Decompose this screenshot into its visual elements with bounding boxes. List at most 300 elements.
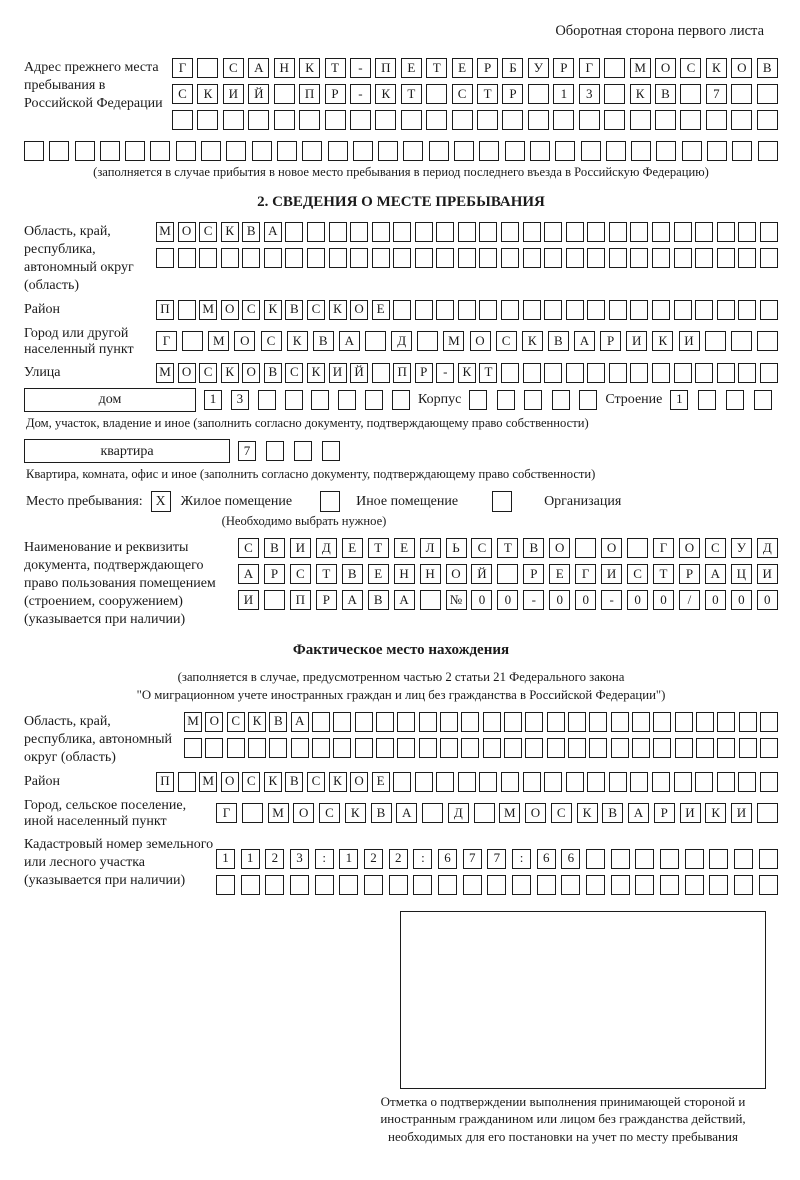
char-cell[interactable]: [717, 772, 735, 792]
char-cell[interactable]: 3: [231, 390, 249, 410]
char-cell[interactable]: О: [350, 772, 368, 792]
char-cell[interactable]: 1: [204, 390, 222, 410]
char-cell[interactable]: [606, 141, 626, 161]
char-cell[interactable]: И: [757, 564, 778, 584]
char-cell[interactable]: 1: [216, 849, 235, 869]
char-cell[interactable]: К: [287, 331, 308, 351]
char-cell[interactable]: [417, 331, 438, 351]
char-cell[interactable]: К: [221, 363, 239, 383]
char-cell[interactable]: К: [522, 331, 543, 351]
char-cell[interactable]: М: [268, 803, 289, 823]
char-cell[interactable]: К: [329, 300, 347, 320]
char-cell[interactable]: [277, 141, 297, 161]
char-cell[interactable]: Р: [316, 590, 337, 610]
char-cell[interactable]: [632, 738, 650, 758]
char-cell[interactable]: [501, 222, 519, 242]
char-cell[interactable]: [566, 222, 584, 242]
char-cell[interactable]: [312, 738, 330, 758]
char-cell[interactable]: М: [499, 803, 520, 823]
char-cell[interactable]: [420, 590, 441, 610]
char-cell[interactable]: С: [238, 538, 259, 558]
char-cell[interactable]: [731, 84, 752, 104]
char-cell[interactable]: [734, 875, 753, 895]
char-cell[interactable]: Й: [471, 564, 492, 584]
char-cell[interactable]: М: [199, 772, 217, 792]
char-cell[interactable]: [150, 141, 170, 161]
char-cell[interactable]: [483, 738, 501, 758]
char-cell[interactable]: [393, 248, 411, 268]
char-cell[interactable]: И: [601, 564, 622, 584]
char-cell[interactable]: :: [413, 849, 432, 869]
char-cell[interactable]: Г: [575, 564, 596, 584]
char-cell[interactable]: 0: [627, 590, 648, 610]
char-cell[interactable]: [732, 141, 752, 161]
char-cell[interactable]: [717, 738, 735, 758]
char-cell[interactable]: [182, 331, 203, 351]
char-cell[interactable]: [635, 849, 654, 869]
char-cell[interactable]: [365, 331, 386, 351]
char-cell[interactable]: И: [329, 363, 347, 383]
char-cell[interactable]: 0: [705, 590, 726, 610]
char-cell[interactable]: [652, 222, 670, 242]
char-cell[interactable]: [680, 110, 701, 130]
char-cell[interactable]: [364, 875, 383, 895]
char-cell[interactable]: [178, 300, 196, 320]
char-cell[interactable]: [172, 110, 193, 130]
char-cell[interactable]: [630, 110, 651, 130]
char-cell[interactable]: О: [679, 538, 700, 558]
char-cell[interactable]: О: [221, 772, 239, 792]
char-cell[interactable]: Т: [477, 84, 498, 104]
char-cell[interactable]: А: [396, 803, 417, 823]
char-cell[interactable]: П: [375, 58, 396, 78]
char-cell[interactable]: 1: [670, 390, 688, 410]
char-cell[interactable]: [739, 738, 757, 758]
char-cell[interactable]: М: [208, 331, 229, 351]
char-cell[interactable]: [242, 803, 263, 823]
char-cell[interactable]: [537, 875, 556, 895]
char-cell[interactable]: [291, 738, 309, 758]
char-cell[interactable]: [717, 222, 735, 242]
char-cell[interactable]: [487, 875, 506, 895]
char-cell[interactable]: С: [242, 772, 260, 792]
char-cell[interactable]: А: [339, 331, 360, 351]
char-cell[interactable]: Р: [553, 58, 574, 78]
char-cell[interactable]: [587, 248, 605, 268]
char-cell[interactable]: О: [178, 363, 196, 383]
char-cell[interactable]: [544, 772, 562, 792]
char-cell[interactable]: [589, 712, 607, 732]
char-cell[interactable]: [566, 363, 584, 383]
char-cell[interactable]: [477, 110, 498, 130]
char-cell[interactable]: [479, 772, 497, 792]
char-cell[interactable]: :: [315, 849, 334, 869]
char-cell[interactable]: [544, 300, 562, 320]
char-cell[interactable]: :: [512, 849, 531, 869]
char-cell[interactable]: [422, 803, 443, 823]
char-cell[interactable]: Т: [497, 538, 518, 558]
char-cell[interactable]: [544, 248, 562, 268]
char-cell[interactable]: [757, 84, 778, 104]
char-cell[interactable]: [415, 772, 433, 792]
char-cell[interactable]: [461, 738, 479, 758]
char-cell[interactable]: [611, 738, 629, 758]
char-cell[interactable]: Д: [316, 538, 337, 558]
char-cell[interactable]: [197, 110, 218, 130]
char-cell[interactable]: М: [184, 712, 202, 732]
char-cell[interactable]: [355, 712, 373, 732]
char-cell[interactable]: [587, 363, 605, 383]
char-cell[interactable]: [696, 712, 714, 732]
char-cell[interactable]: Т: [479, 363, 497, 383]
char-cell[interactable]: [523, 363, 541, 383]
char-cell[interactable]: [205, 738, 223, 758]
char-cell[interactable]: [307, 248, 325, 268]
char-cell[interactable]: [739, 712, 757, 732]
char-cell[interactable]: С: [307, 300, 325, 320]
char-cell[interactable]: [674, 248, 692, 268]
char-cell[interactable]: [726, 390, 744, 410]
char-cell[interactable]: [504, 712, 522, 732]
char-cell[interactable]: [674, 772, 692, 792]
char-cell[interactable]: [555, 141, 575, 161]
char-cell[interactable]: [738, 772, 756, 792]
char-cell[interactable]: [329, 248, 347, 268]
char-cell[interactable]: [652, 300, 670, 320]
char-cell[interactable]: П: [290, 590, 311, 610]
char-cell[interactable]: [675, 712, 693, 732]
char-cell[interactable]: [523, 222, 541, 242]
char-cell[interactable]: К: [264, 300, 282, 320]
char-cell[interactable]: В: [285, 772, 303, 792]
char-cell[interactable]: [458, 300, 476, 320]
char-cell[interactable]: [401, 110, 422, 130]
char-cell[interactable]: С: [227, 712, 245, 732]
char-cell[interactable]: [627, 538, 648, 558]
char-cell[interactable]: [436, 248, 454, 268]
char-cell[interactable]: 0: [731, 590, 752, 610]
char-cell[interactable]: [504, 738, 522, 758]
char-cell[interactable]: Р: [523, 564, 544, 584]
char-cell[interactable]: [505, 141, 525, 161]
char-cell[interactable]: [523, 300, 541, 320]
char-cell[interactable]: И: [626, 331, 647, 351]
char-cell[interactable]: [479, 300, 497, 320]
char-cell[interactable]: [125, 141, 145, 161]
char-cell[interactable]: А: [574, 331, 595, 351]
char-cell[interactable]: П: [156, 300, 174, 320]
char-cell[interactable]: [581, 141, 601, 161]
char-cell[interactable]: Е: [342, 538, 363, 558]
char-cell[interactable]: О: [601, 538, 622, 558]
char-cell[interactable]: [655, 110, 676, 130]
char-cell[interactable]: [266, 441, 284, 461]
char-cell[interactable]: [566, 772, 584, 792]
char-cell[interactable]: [523, 248, 541, 268]
char-cell[interactable]: В: [264, 363, 282, 383]
char-cell[interactable]: [479, 222, 497, 242]
char-cell[interactable]: [397, 712, 415, 732]
char-cell[interactable]: [544, 222, 562, 242]
char-cell[interactable]: [611, 875, 630, 895]
char-cell[interactable]: Л: [420, 538, 441, 558]
char-cell[interactable]: [586, 849, 605, 869]
char-cell[interactable]: [695, 772, 713, 792]
char-cell[interactable]: Р: [477, 58, 498, 78]
char-cell[interactable]: [178, 772, 196, 792]
char-cell[interactable]: [757, 110, 778, 130]
char-cell[interactable]: К: [652, 331, 673, 351]
char-cell[interactable]: [242, 248, 260, 268]
char-cell[interactable]: [436, 222, 454, 242]
char-cell[interactable]: [552, 390, 570, 410]
char-cell[interactable]: [458, 772, 476, 792]
char-cell[interactable]: [479, 141, 499, 161]
char-cell[interactable]: С: [172, 84, 193, 104]
char-cell[interactable]: [285, 248, 303, 268]
char-cell[interactable]: [501, 248, 519, 268]
char-cell[interactable]: Д: [757, 538, 778, 558]
char-cell[interactable]: [178, 248, 196, 268]
char-cell[interactable]: [685, 849, 704, 869]
char-cell[interactable]: 0: [575, 590, 596, 610]
char-cell[interactable]: [389, 875, 408, 895]
char-cell[interactable]: Ь: [446, 538, 467, 558]
char-cell[interactable]: [568, 712, 586, 732]
char-cell[interactable]: К: [307, 363, 325, 383]
char-cell[interactable]: И: [223, 84, 244, 104]
char-cell[interactable]: [269, 738, 287, 758]
char-cell[interactable]: [611, 849, 630, 869]
char-cell[interactable]: О: [470, 331, 491, 351]
char-cell[interactable]: М: [156, 222, 174, 242]
char-cell[interactable]: [630, 772, 648, 792]
char-cell[interactable]: [754, 390, 772, 410]
char-cell[interactable]: 7: [463, 849, 482, 869]
char-cell[interactable]: [523, 772, 541, 792]
char-cell[interactable]: [497, 564, 518, 584]
char-cell[interactable]: [156, 248, 174, 268]
char-cell[interactable]: [469, 390, 487, 410]
char-cell[interactable]: 1: [241, 849, 260, 869]
char-cell[interactable]: С: [307, 772, 325, 792]
char-cell[interactable]: [274, 84, 295, 104]
char-cell[interactable]: О: [731, 58, 752, 78]
char-cell[interactable]: [265, 875, 284, 895]
char-cell[interactable]: [630, 300, 648, 320]
char-cell[interactable]: [609, 363, 627, 383]
char-cell[interactable]: [512, 875, 531, 895]
char-cell[interactable]: Е: [372, 300, 390, 320]
checkbox-organizatsiya[interactable]: [492, 491, 512, 512]
char-cell[interactable]: А: [705, 564, 726, 584]
char-cell[interactable]: [525, 712, 543, 732]
char-cell[interactable]: [415, 222, 433, 242]
char-cell[interactable]: [705, 331, 726, 351]
char-cell[interactable]: [707, 141, 727, 161]
char-cell[interactable]: [566, 300, 584, 320]
char-cell[interactable]: О: [525, 803, 546, 823]
char-cell[interactable]: [426, 110, 447, 130]
char-cell[interactable]: [461, 712, 479, 732]
char-cell[interactable]: [604, 84, 625, 104]
char-cell[interactable]: [652, 248, 670, 268]
char-cell[interactable]: [760, 738, 778, 758]
char-cell[interactable]: [440, 712, 458, 732]
char-cell[interactable]: 0: [653, 590, 674, 610]
char-cell[interactable]: К: [197, 84, 218, 104]
char-cell[interactable]: 3: [579, 84, 600, 104]
char-cell[interactable]: Н: [394, 564, 415, 584]
char-cell[interactable]: 0: [471, 590, 492, 610]
char-cell[interactable]: [365, 390, 383, 410]
char-cell[interactable]: Т: [368, 538, 389, 558]
char-cell[interactable]: [652, 363, 670, 383]
char-cell[interactable]: [294, 441, 312, 461]
char-cell[interactable]: [528, 84, 549, 104]
char-cell[interactable]: Е: [549, 564, 570, 584]
char-cell[interactable]: [759, 849, 778, 869]
char-cell[interactable]: [553, 110, 574, 130]
char-cell[interactable]: В: [269, 712, 287, 732]
char-cell[interactable]: [415, 300, 433, 320]
char-cell[interactable]: Т: [653, 564, 674, 584]
char-cell[interactable]: [717, 248, 735, 268]
char-cell[interactable]: [695, 222, 713, 242]
char-cell[interactable]: В: [342, 564, 363, 584]
char-cell[interactable]: М: [156, 363, 174, 383]
char-cell[interactable]: Й: [350, 363, 368, 383]
char-cell[interactable]: Т: [426, 58, 447, 78]
char-cell[interactable]: [419, 738, 437, 758]
char-cell[interactable]: [355, 738, 373, 758]
char-cell[interactable]: [734, 849, 753, 869]
char-cell[interactable]: [587, 222, 605, 242]
char-cell[interactable]: П: [156, 772, 174, 792]
char-cell[interactable]: В: [242, 222, 260, 242]
char-cell[interactable]: [197, 58, 218, 78]
char-cell[interactable]: [579, 110, 600, 130]
char-cell[interactable]: С: [199, 363, 217, 383]
char-cell[interactable]: П: [299, 84, 320, 104]
char-cell[interactable]: Й: [248, 84, 269, 104]
char-cell[interactable]: [440, 738, 458, 758]
char-cell[interactable]: [674, 300, 692, 320]
char-cell[interactable]: [609, 222, 627, 242]
char-cell[interactable]: [731, 331, 752, 351]
char-cell[interactable]: 0: [497, 590, 518, 610]
char-cell[interactable]: [589, 738, 607, 758]
char-cell[interactable]: [350, 110, 371, 130]
char-cell[interactable]: 6: [561, 849, 580, 869]
char-cell[interactable]: В: [655, 84, 676, 104]
char-cell[interactable]: [258, 390, 276, 410]
char-cell[interactable]: [413, 875, 432, 895]
char-cell[interactable]: [375, 110, 396, 130]
char-cell[interactable]: О: [350, 300, 368, 320]
char-cell[interactable]: И: [679, 331, 700, 351]
char-cell[interactable]: К: [458, 363, 476, 383]
char-cell[interactable]: 3: [290, 849, 309, 869]
char-cell[interactable]: Р: [415, 363, 433, 383]
char-cell[interactable]: 7: [706, 84, 727, 104]
char-cell[interactable]: [695, 300, 713, 320]
char-cell[interactable]: [372, 222, 390, 242]
checkbox-inoe[interactable]: [320, 491, 340, 512]
char-cell[interactable]: [502, 110, 523, 130]
char-cell[interactable]: [653, 738, 671, 758]
char-cell[interactable]: Г: [579, 58, 600, 78]
char-cell[interactable]: [302, 141, 322, 161]
char-cell[interactable]: [350, 222, 368, 242]
char-cell[interactable]: Е: [452, 58, 473, 78]
char-cell[interactable]: [760, 222, 778, 242]
char-cell[interactable]: [632, 712, 650, 732]
char-cell[interactable]: А: [628, 803, 649, 823]
char-cell[interactable]: [587, 772, 605, 792]
char-cell[interactable]: [474, 803, 495, 823]
char-cell[interactable]: О: [549, 538, 570, 558]
char-cell[interactable]: [758, 141, 778, 161]
char-cell[interactable]: [184, 738, 202, 758]
char-cell[interactable]: С: [705, 538, 726, 558]
char-cell[interactable]: [660, 875, 679, 895]
char-cell[interactable]: О: [293, 803, 314, 823]
char-cell[interactable]: [426, 84, 447, 104]
char-cell[interactable]: [325, 110, 346, 130]
char-cell[interactable]: С: [223, 58, 244, 78]
char-cell[interactable]: [717, 712, 735, 732]
char-cell[interactable]: М: [630, 58, 651, 78]
char-cell[interactable]: Ц: [731, 564, 752, 584]
char-cell[interactable]: [757, 331, 778, 351]
char-cell[interactable]: [680, 84, 701, 104]
char-cell[interactable]: 2: [265, 849, 284, 869]
char-cell[interactable]: [415, 248, 433, 268]
char-cell[interactable]: А: [264, 222, 282, 242]
char-cell[interactable]: [709, 849, 728, 869]
char-cell[interactable]: [561, 875, 580, 895]
char-cell[interactable]: [241, 875, 260, 895]
char-cell[interactable]: К: [264, 772, 282, 792]
char-cell[interactable]: [285, 222, 303, 242]
char-cell[interactable]: [586, 875, 605, 895]
char-cell[interactable]: [717, 300, 735, 320]
char-cell[interactable]: О: [234, 331, 255, 351]
char-cell[interactable]: [652, 772, 670, 792]
char-cell[interactable]: [760, 363, 778, 383]
char-cell[interactable]: [24, 141, 44, 161]
char-cell[interactable]: Р: [600, 331, 621, 351]
char-cell[interactable]: Г: [653, 538, 674, 558]
char-cell[interactable]: [201, 141, 221, 161]
char-cell[interactable]: [501, 363, 519, 383]
char-cell[interactable]: Т: [325, 58, 346, 78]
char-cell[interactable]: [333, 712, 351, 732]
char-cell[interactable]: №: [446, 590, 467, 610]
char-cell[interactable]: Г: [216, 803, 237, 823]
char-cell[interactable]: [706, 110, 727, 130]
char-cell[interactable]: [393, 300, 411, 320]
char-cell[interactable]: [759, 875, 778, 895]
char-cell[interactable]: К: [375, 84, 396, 104]
char-cell[interactable]: [587, 300, 605, 320]
char-cell[interactable]: 0: [549, 590, 570, 610]
char-cell[interactable]: [760, 248, 778, 268]
char-cell[interactable]: [611, 712, 629, 732]
char-cell[interactable]: [674, 363, 692, 383]
char-cell[interactable]: [575, 538, 596, 558]
